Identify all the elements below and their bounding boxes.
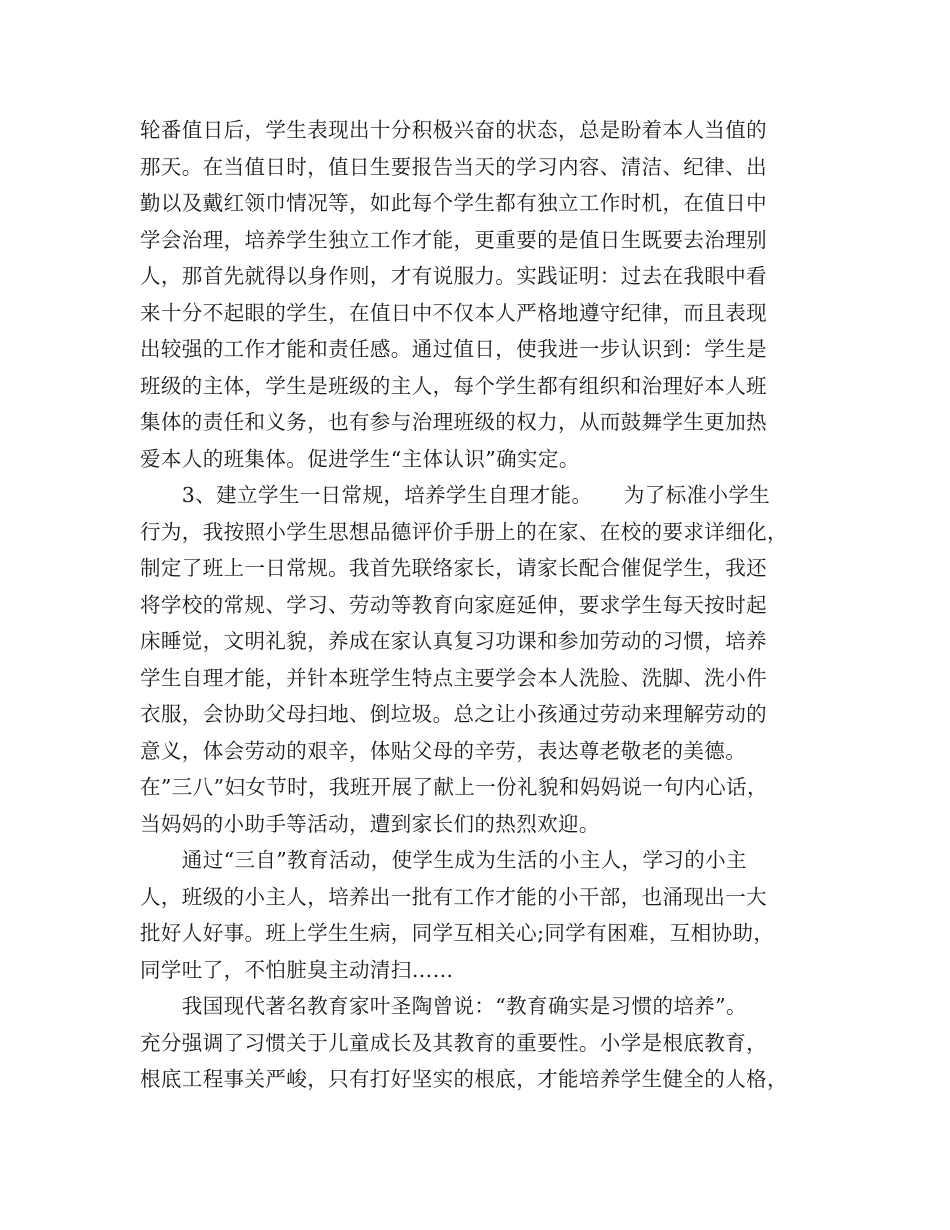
text-line: 出较强的工作才能和责任感。通过值日，使我进一步认识到：学生是	[140, 337, 767, 361]
text-line: 我国现代著名教育家叶圣陶曾说：“教育确实是习惯的培养”。	[140, 994, 747, 1018]
text-line: 将学校的常规、学习、劳动等教育向家庭延伸，要求学生每天按时起	[140, 592, 767, 617]
text-line: 勤以及戴红领巾情况等，如此每个学生都有独立工作时机，在值日中	[140, 191, 767, 215]
text-line: 充分强调了习惯关于儿童成长及其教育的重要性。小学是根底教育，	[140, 1030, 767, 1055]
text-line: 根底工程事关严峻，只有打好坚实的根底，才能培养学生健全的人格，	[140, 1067, 788, 1091]
text-line: 当妈妈的小助手等活动，遭到家长们的热烈欢迎。	[140, 811, 600, 836]
text-line: 床睡觉，文明礼貌，养成在家认真复习功课和参加劳动的习惯，培养	[140, 629, 767, 653]
text-line: 班级的主体，学生是班级的主人，每个学生都有组织和治理好本人班	[140, 373, 767, 398]
text-line: 通过“三自”教育活动，使学生成为生活的小主人，学习的小主	[140, 848, 747, 872]
text-line: 人，班级的小主人，培养出一批有工作才能的小干部，也涌现出一大	[140, 884, 767, 909]
text-line: 同学吐了，不怕脏臭主动清扫……	[140, 957, 454, 982]
text-line: 制定了班上一日常规。我首先联络家长，请家长配合催促学生，我还	[140, 556, 767, 580]
text-line: 行为，我按照小学生思想品德评价手册上的在家、在校的要求详细化，	[140, 519, 788, 544]
text-line: 那天。在当值日时，值日生要报告当天的学习内容、清洁、纪律、出	[140, 154, 767, 179]
text-line: 轮番值日后，学生表现出十分积极兴奋的状态，总是盼着本人当值的	[140, 118, 767, 142]
document-body	[140, 112, 820, 1098]
text-line: 意义，体会劳动的艰辛，体贴父母的辛劳，表达尊老敬老的美德。	[140, 738, 747, 763]
text-line: 来十分不起眼的学生，在值日中不仅本人严格地遵守纪律，而且表现	[140, 300, 767, 325]
text-line: 3、建立学生一日常规，培养学生自理才能。 为了标准小学生	[140, 483, 771, 507]
text-line: 学会治理，培养学生独立工作才能，更重要的是值日生既要去治理别	[140, 227, 767, 252]
text-line: 在”三八”妇女节时，我班开展了献上一份礼貌和妈妈说一句内心话，	[140, 775, 768, 799]
text-line: 集体的责任和义务，也有参与治理班级的权力，从而鼓舞学生更加热	[140, 410, 767, 434]
text-line: 爱本人的班集体。促进学生“主体认识”确实定。	[140, 446, 580, 471]
text-line: 衣服，会协助父母扫地、倒垃圾。总之让小孩通过劳动来理解劳动的	[140, 702, 767, 726]
text-line: 学生自理才能，并针本班学生特点主要学会本人洗脸、洗脚、洗小件	[140, 665, 767, 690]
text-line: 批好人好事。班上学生生病，同学互相关心;同学有困难，互相协助，	[140, 921, 775, 945]
text-line: 人，那首先就得以身作则，才有说服力。实践证明：过去在我眼中看	[140, 264, 767, 288]
